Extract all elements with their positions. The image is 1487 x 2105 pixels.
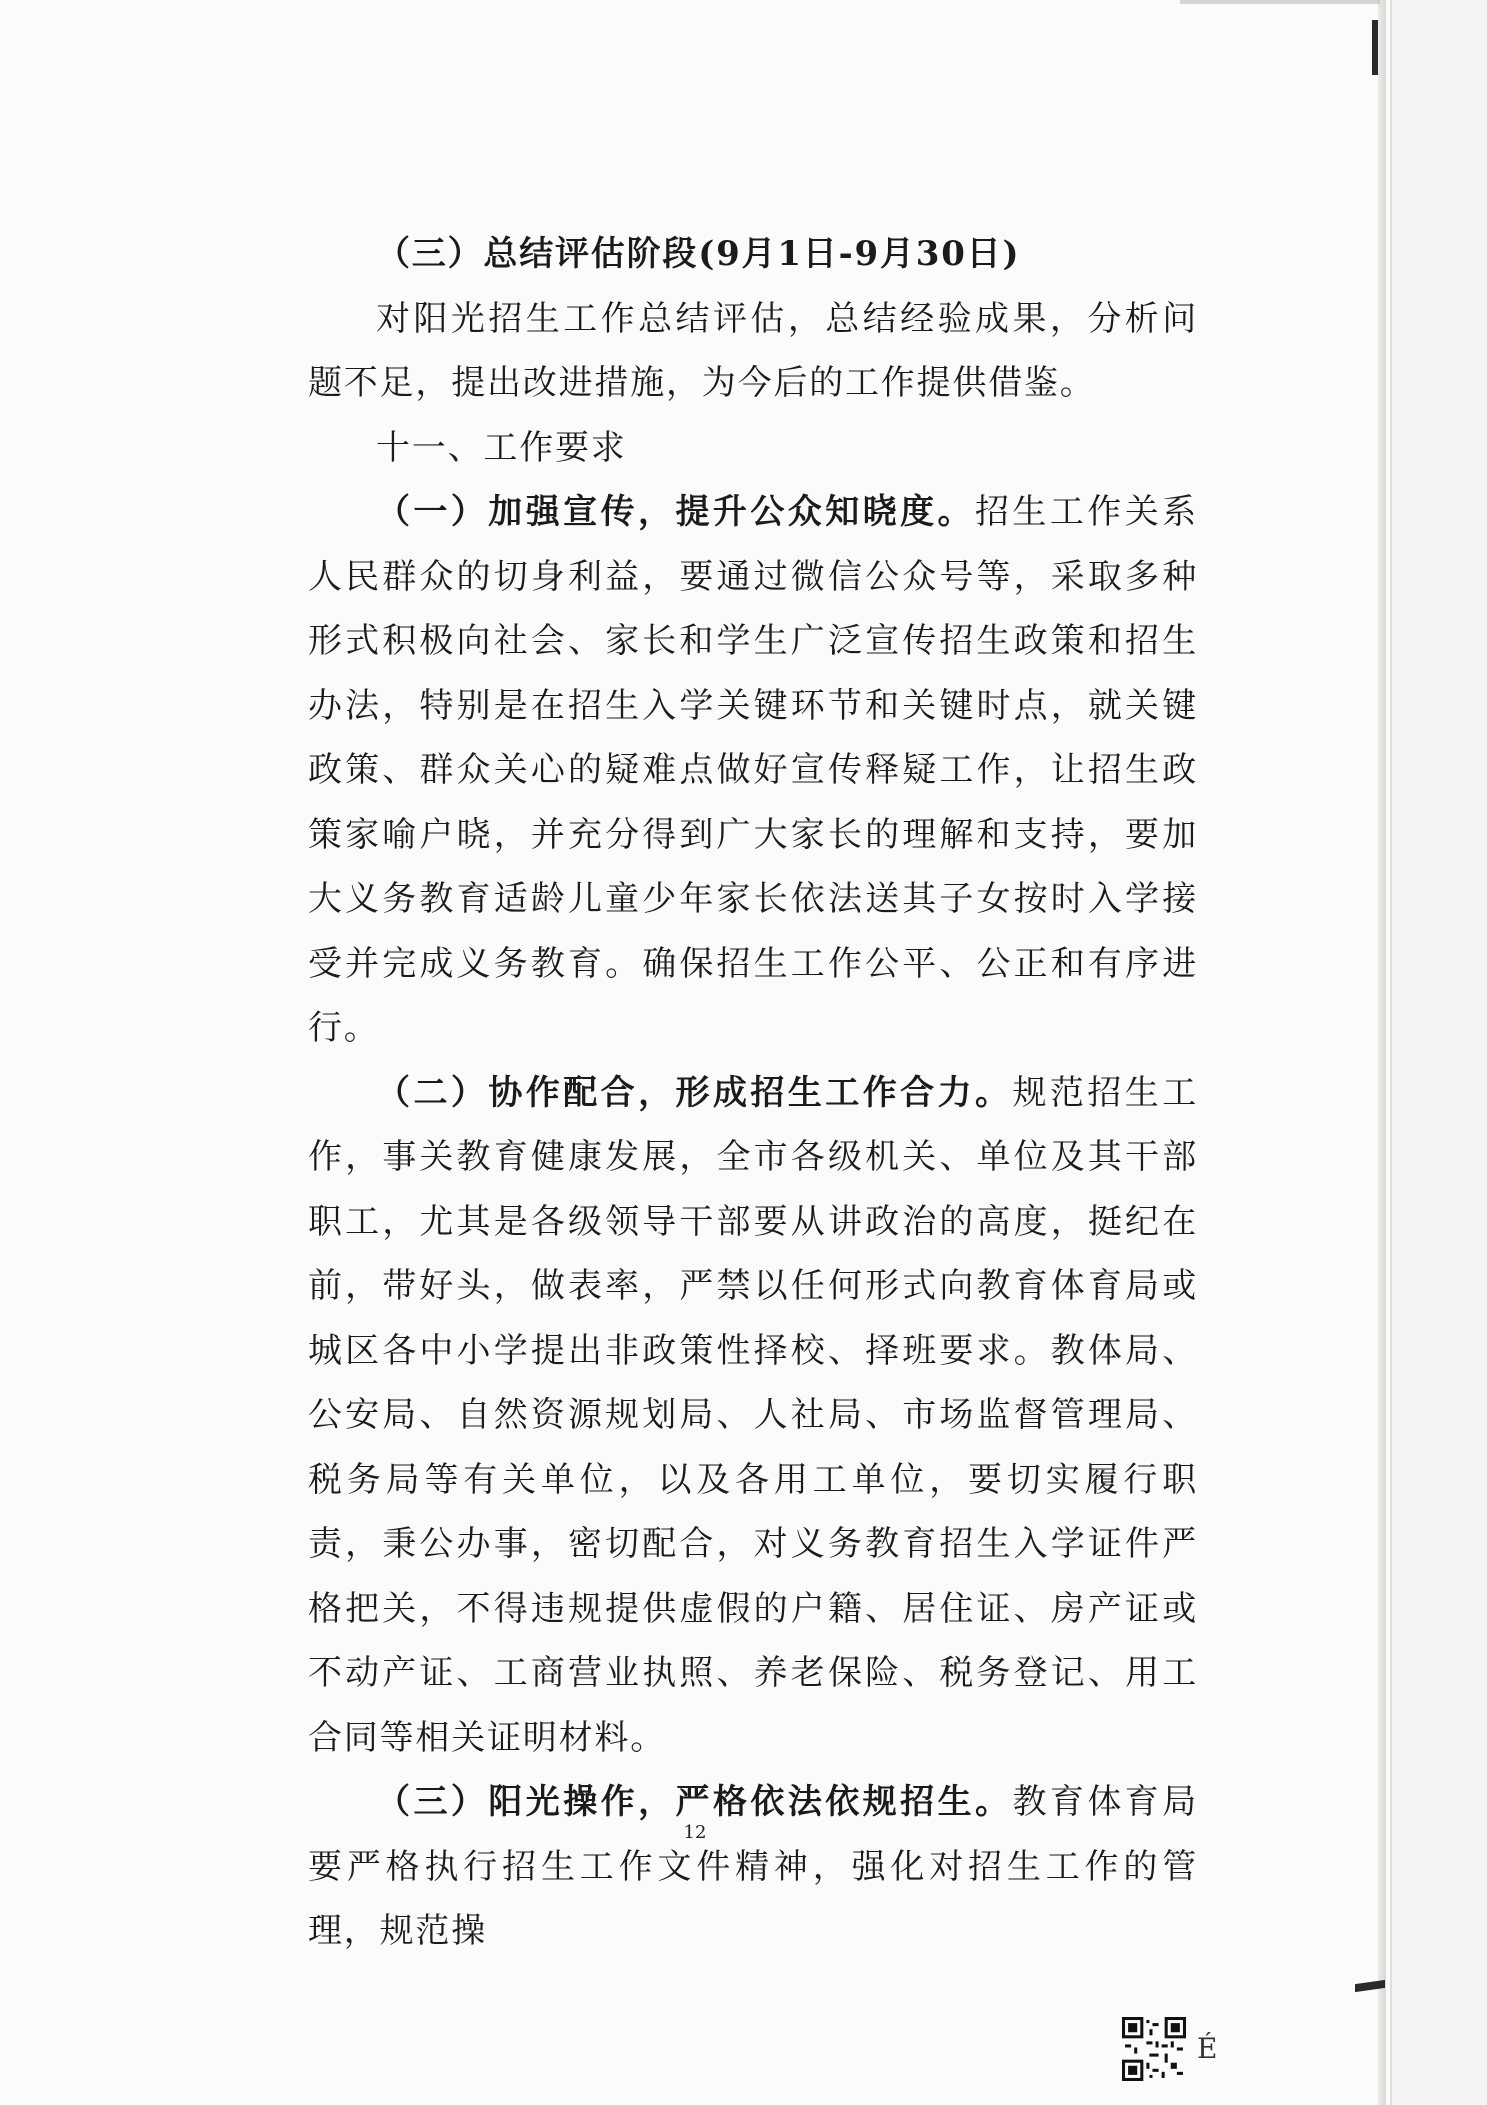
- page-number: 12: [683, 1822, 707, 1843]
- scan-artifact-right: [1372, 20, 1378, 75]
- stage3-paragraph: 对阳光招生工作总结评估，总结经验成果，分析问题不足，提出改进措施，为今后的工作提供借鉴。: [308, 298, 1198, 403]
- requirement-3-lead: （三）阳光操作，严格依法依规招生。: [376, 1782, 1013, 1822]
- requirement-2-lead: （二）协作配合，形成招生工作合力。: [376, 1072, 1013, 1113]
- requirement-1-body: 招生工作关系人民群众的切身利益，要通过微信公众号等，采取多种形式积极向社会、家长和学生广泛宣传招生政策和招生办法，特别是在招生入学关键环节和关键时点，就关键政策、群众关心的疑难点做好宣传释疑工作，让招生政策家喻户晓，并充分得到广大家长的理解和支持，要加大义务教育适龄儿童少年家长依法送其子女按时入学接受并完成义务教育。确保招生工作公平、公正和有序进行。: [308, 492, 1198, 1048]
- requirement-3-paragraph: [308, 1770, 1198, 1964]
- requirement-2-body: 规范招生工作，事关教育健康发展，全市各级机关、单位及其干部职工，尤其是各级领导干部要从讲政治的高度，挺纪在前，带好头，做表率，严禁以任何形式向教育体育局或城区各中小学提出非政策性择校、择班要求。教体局、公安局、自然资源规划局、人社局、市场监督管理局、税务局等有关单位，以及各用工单位，要切实履行职责，秉公办事，密切配合，对义务教育招生入学证件严格把关，不得违规提供虚假的户籍、居住证、房产证或不动产证、工商营业执照、养老保险、税务登记、用工合同等相关证明材料。: [308, 1072, 1199, 1758]
- scan-artifact-top: [1180, 0, 1380, 4]
- document-body: [308, 222, 1198, 1964]
- section11-heading: 十一、工作要求: [376, 427, 627, 468]
- stage3-heading: （三）总结评估阶段(9月1日-9月30日): [376, 234, 1021, 274]
- requirement-3-body: 教育体育局要严格执行招生工作文件精神，强化对招生工作的管理，规范操: [308, 1782, 1199, 1951]
- requirement-1-paragraph: [308, 480, 1198, 1061]
- qr-side-mark: É: [1197, 2032, 1218, 2065]
- qr-code-icon: [1122, 2017, 1186, 2081]
- requirement-2-paragraph: [308, 1061, 1198, 1771]
- requirement-1-lead: （一）加强宣传，提升公众知晓度。: [376, 492, 975, 532]
- page-edge: [1378, 0, 1386, 2105]
